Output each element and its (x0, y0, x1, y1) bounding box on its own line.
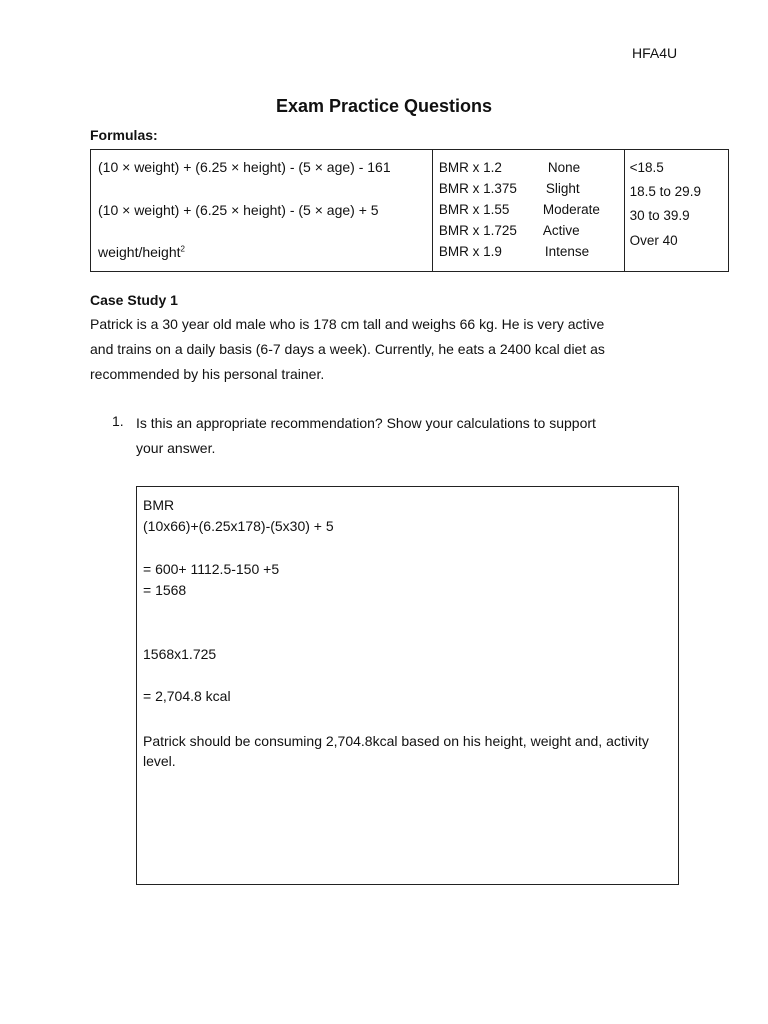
multiplier-factor: BMR x 1.2 (438, 160, 502, 175)
page-title: Exam Practice Questions (275, 96, 493, 116)
case-study-line: recommended by his personal trainer. (90, 366, 325, 382)
formulas-table (90, 149, 729, 272)
activity-level: Active (542, 223, 580, 238)
multipliers-cell (432, 150, 624, 272)
answer-conclusion: Patrick should be consuming 2,704.8kcal based on his height, weight and, activity level. (143, 733, 649, 769)
question-text (136, 411, 676, 461)
multiplier-factor: BMR x 1.55 (438, 202, 510, 217)
question-line: Is this an appropriate recommendation? Show your calculations to support (136, 415, 596, 431)
case-study-title: Case Study 1 (90, 292, 178, 308)
answer-bmr-formula: (10x66)+(6.25x178)-(5x30) + 5 (143, 518, 334, 534)
multiplier-factor: BMR x 1.725 (438, 223, 517, 238)
male-bmr-equation: (10 × weight) + (6.25 × height) - (5 × age) + 5 (98, 202, 379, 218)
answer-result: = 2,704.8 kcal (143, 688, 231, 704)
activity-level: Intense (544, 244, 590, 259)
answer-step: = 600+ 1112.5-150 +5 (143, 561, 280, 577)
activity-level: Slight (545, 181, 580, 196)
activity-level: Moderate (542, 202, 600, 217)
formulas-label: Formulas: (90, 127, 158, 143)
bmi-equation: weight/height$^2$ (98, 244, 185, 260)
question-line: your answer. (136, 440, 216, 456)
answer-step: = 1568 (143, 582, 187, 598)
bmi-range: 18.5 to 29.9 (629, 184, 701, 199)
answer-bmr-label: BMR (143, 497, 175, 513)
activity-level: None (547, 160, 581, 175)
bmi-exponent: 2 (180, 244, 185, 254)
course-code: HFA4U (632, 45, 678, 61)
question-number: 1. (112, 413, 124, 429)
multiplier-factor: BMR x 1.375 (438, 181, 517, 196)
bmi-ranges-cell (624, 150, 728, 272)
bmi-range: <18.5 (629, 160, 664, 175)
case-study-line: and trains on a daily basis (6-7 days a week). Currently, he eats a 2400 kcal diet as (90, 341, 605, 357)
answer-step: 1568x1.725 (143, 646, 217, 662)
bmi-range: Over 40 (629, 233, 678, 248)
equations-cell (91, 150, 433, 272)
multiplier-factor: BMR x 1.9 (438, 244, 502, 259)
answer-box[interactable] (136, 486, 679, 885)
bmi-range: 30 to 39.9 (629, 208, 690, 223)
female-bmr-equation: (10 × weight) + (6.25 × height) - (5 × age) - 161 (98, 159, 391, 175)
case-study-line: Patrick is a 30 year old male who is 178 cm tall and weighs 66 kg. He is very active (90, 316, 605, 332)
